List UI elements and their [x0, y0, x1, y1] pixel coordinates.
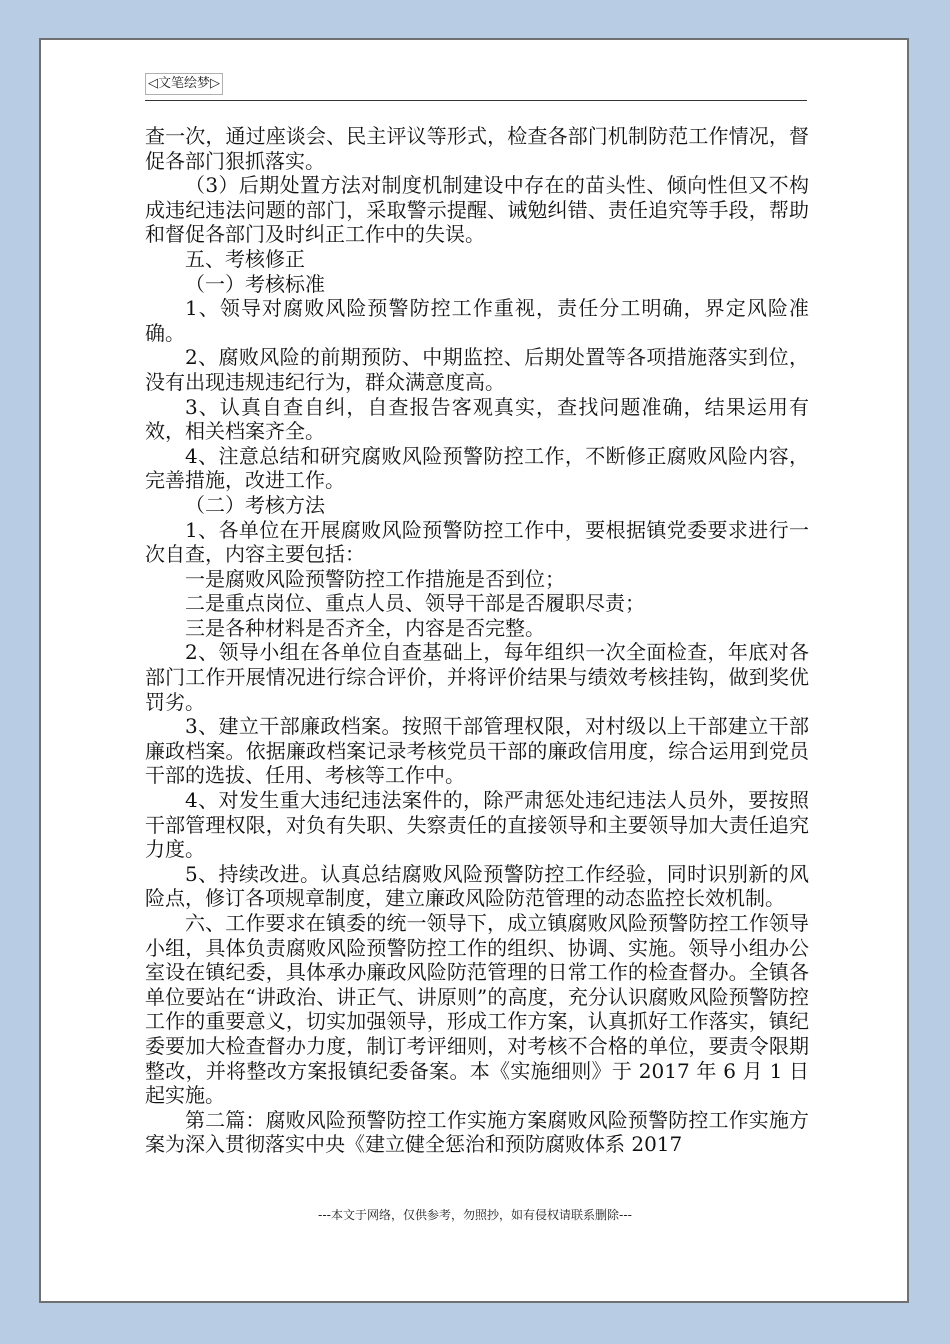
paragraph: 六、工作要求在镇委的统一领导下，成立镇腐败风险预警防控工作领导小组，具体负责腐败风险预警防控工作的组织、协调、实施。领导小组办公室设在镇纪委，具体承办廉政风险防范管理的日常工作的检查督办。全镇各单位要站在“讲政治、讲正气、讲原则”的高度，充分认识腐败风险预警防控工作的重要意义，切实加强领导，形成工作方案，认真抓好工作落实，镇纪委要加大检查督办力度，制订考评细则，对考核不合格的单位，要责令限期整改，并将整改方案报镇纪委备案。本《实施细则》于 2017 年 6 月 1 日起实施。 [145, 911, 809, 1108]
paragraph: 3、建立干部廉政档案。按照干部管理权限，对村级以上干部建立干部廉政档案。依据廉政档案记录考核党员干部的廉政信用度，综合运用到党员干部的选拔、任用、考核等工作中。 [145, 714, 809, 788]
paragraph: 一是腐败风险预警防控工作措施是否到位； [185, 566, 565, 591]
paragraph: 查一次，通过座谈会、民主评议等形式，检查各部门机制防范工作情况，督促各部门狠抓落实。 [145, 124, 809, 173]
header-divider [145, 100, 807, 101]
paragraph: 五、考核修正 [185, 246, 305, 271]
paragraph: 4、注意总结和研究腐败风险预警防控工作，不断修正腐败风险内容，完善措施，改进工作。 [145, 443, 809, 493]
paragraph: （二）考核方法 [185, 492, 325, 517]
paragraph: 4、对发生重大违纪违法案件的，除严肃惩处违纪违法人员外，要按照干部管理权限，对负有失职、失察责任的直接领导和主要领导加大责任追究力度。 [145, 788, 809, 862]
document-page [39, 38, 909, 1303]
paragraph: （3）后期处置方法对制度机制建设中存在的苗头性、倾向性但又不构成违纪违法问题的部门，采取警示提醒、诫勉纠错、责任追究等手段，帮助和督促各部门及时纠正工作中的失误。 [145, 173, 809, 247]
paragraph: 2、领导小组在各单位自查基础上，每年组织一次全面检查，年底对各部门工作开展情况进行综合评价，并将评价结果与绩效考核挂钩，做到奖优罚劣。 [145, 640, 809, 714]
paragraph: （一）考核标准 [185, 271, 325, 296]
paragraph: 二是重点岗位、重点人员、领导干部是否履职尽责； [185, 591, 645, 616]
header-logo: ◁文笔绘梦▷ [145, 73, 223, 95]
footer-disclaimer: ---本文于网络，仅供参考，勿照抄，如有侵权请联系删除--- [318, 1208, 632, 1222]
paragraph: 第二篇：腐败风险预警防控工作实施方案腐败风险预警防控工作实施方案为深入贯彻落实中央《建立健全惩治和预防腐败体系 2017 [145, 1107, 809, 1157]
paragraph: 2、腐败风险的前期预防、中期监控、后期处置等各项措施落实到位，没有出现违规违纪行为，群众满意度高。 [145, 345, 809, 394]
paragraph: 1、各单位在开展腐败风险预警防控工作中，要根据镇党委要求进行一次自查，内容主要包括： [145, 517, 809, 567]
paragraph: 三是各种材料是否齐全，内容是否完整。 [185, 615, 545, 640]
paragraph: 3、认真自查自纠，自查报告客观真实，查找问题准确，结果运用有效，相关档案齐全。 [145, 394, 809, 444]
document-body [145, 124, 809, 1157]
paragraph: 1、领导对腐败风险预警防控工作重视，责任分工明确，界定风险准确。 [145, 296, 809, 345]
paragraph: 5、持续改进。认真总结腐败风险预警防控工作经验，同时识别新的风险点，修订各项规章制度，建立廉政风险防范管理的动态监控长效机制。 [145, 861, 809, 911]
